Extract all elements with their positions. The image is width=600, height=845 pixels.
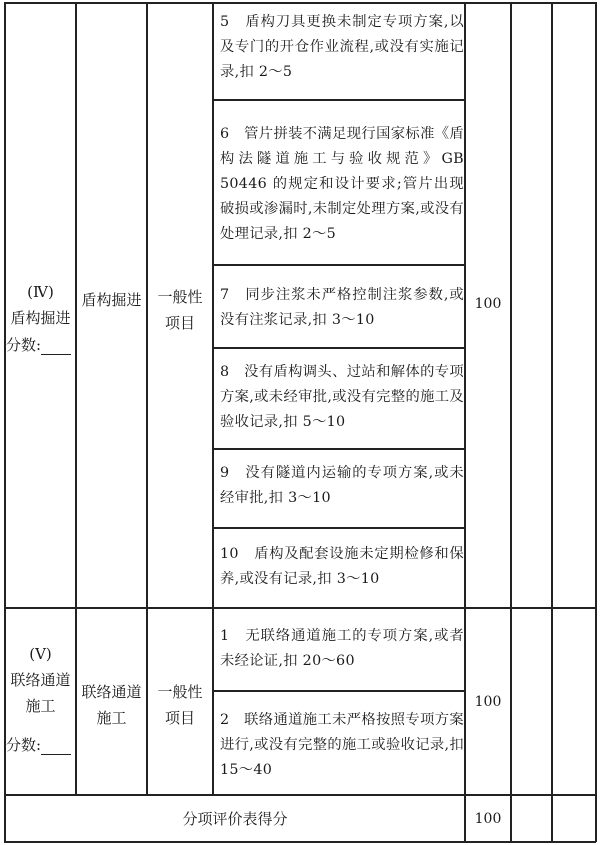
section-v-subitem: 联络通道 施工: [81, 683, 142, 727]
rule-top: [4, 2, 596, 4]
col-3: [212, 2, 214, 795]
item-v-2: 2 联络通道施工未严格按照专项方案进行,或没有完整的施工或验收记录,扣 15～40: [220, 712, 464, 778]
section-v-score-label: 分数:: [6, 736, 42, 754]
section-v-number: (Ⅴ): [29, 645, 52, 663]
item-iv-8: 8 没有盾构调头、过站和解体的专项方案,或未经审批,或没有完整的施工及验收记录,扣 5～10: [220, 364, 464, 430]
section-iv-subitem: 盾构掘进: [81, 291, 142, 309]
item-iv-10: 10 盾构及配套设施未定期检修和保养,或没有记录,扣 3～10: [220, 546, 464, 587]
section-v-score: [6, 730, 75, 760]
section-iv-total: 100: [474, 296, 502, 312]
section-iv-title: 盾构掘进: [10, 309, 71, 327]
item-v-1: 1 无联络通道施工的专项方案,或者未经论证,扣 20～60: [220, 628, 464, 669]
section-v-heading: [6, 640, 75, 720]
rule-iv-4: [212, 448, 464, 450]
rule-iv-1: [212, 99, 464, 101]
col-5: [510, 2, 512, 842]
rule-section-divider: [4, 607, 596, 609]
col-6: [551, 2, 553, 842]
rule-iv-2: [212, 264, 464, 266]
col-4: [464, 2, 466, 842]
section-iv-score-label: 分数:: [6, 336, 42, 354]
section-v-category: 一般性 项目: [157, 683, 203, 727]
col-right-edge: [595, 2, 597, 842]
item-iv-9: 9 没有隧道内运输的专项方案,或未经审批,扣 3～10: [220, 465, 464, 506]
section-v-title-2: 施工: [25, 697, 56, 715]
section-v-total: 100: [474, 694, 502, 710]
rule-iv-5: [212, 527, 464, 529]
score-blank: [41, 336, 71, 355]
section-iv-category: 一般性 项目: [157, 288, 203, 332]
rule-iv-3: [212, 347, 464, 349]
section-iv-score: [6, 330, 75, 360]
rule-v-1: [212, 690, 464, 692]
footer-total: 100: [474, 810, 502, 827]
section-iv-number: (Ⅳ): [27, 283, 54, 301]
score-blank: [41, 736, 71, 755]
item-iv-7: 7 同步注浆未严格控制注浆参数,或没有注浆记录,扣 3～10: [220, 287, 464, 328]
footer-label: 分项评价表得分: [182, 809, 288, 828]
item-iv-5: 5 盾构刀具更换未制定专项方案,以及专门的开仓作业流程,或没有实施记录,扣 2～5: [220, 14, 464, 80]
rule-bottom: [4, 841, 596, 843]
item-iv-6: 6 管片拼装不满足现行国家标准《盾构法隧道施工与验收规范》GB 50446 的规定和设计要求;管片出现破损或渗漏时,未制定处理方案,或没有处理记录,扣 2～5: [220, 126, 464, 242]
section-v-title-1: 联络通道: [10, 671, 71, 689]
